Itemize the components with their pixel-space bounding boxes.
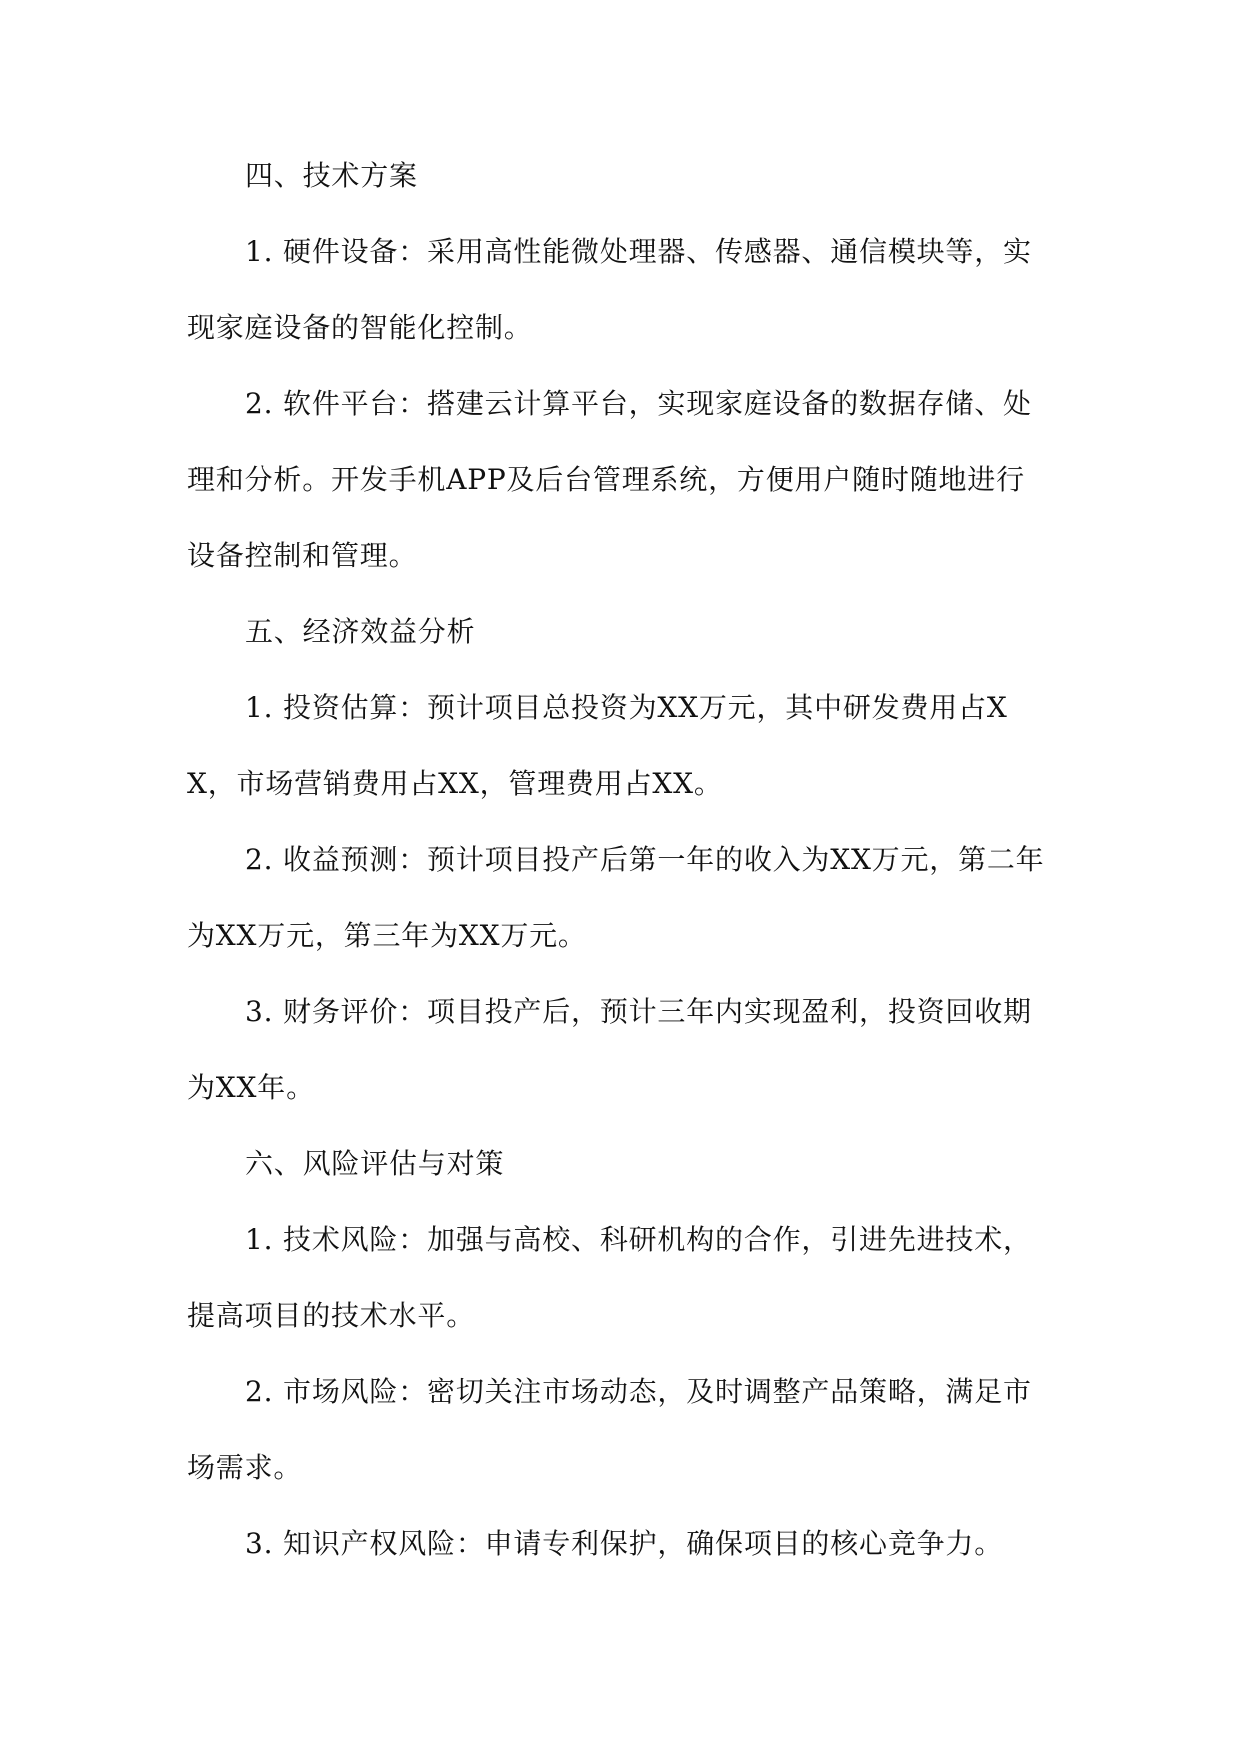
paragraph-ip-risk: 3. 知识产权风险：申请专利保护，确保项目的核心竞争力。	[245, 1527, 1004, 1560]
document-body	[187, 138, 1053, 1582]
section-heading-economic-analysis: 五、经济效益分析	[245, 615, 476, 648]
paragraph-technical-risk: 1. 技术风险：加强与高校、科研机构的合作，引进先进技术，提高项目的技术水平。	[187, 1223, 1032, 1332]
paragraph-financial: 3. 财务评价：项目投产后，预计三年内实现盈利，投资回收期为XX年。	[187, 995, 1032, 1104]
paragraph-investment: 1. 投资估算：预计项目总投资为XX万元，其中研发费用占XX，市场营销费用占XX，管理费用占XX。	[187, 691, 1008, 800]
section-heading-technical-plan: 四、技术方案	[245, 159, 418, 192]
paragraph-market-risk: 2. 市场风险：密切关注市场动态，及时调整产品策略，满足市场需求。	[187, 1375, 1032, 1484]
paragraph-software: 2. 软件平台：搭建云计算平台，实现家庭设备的数据存储、处理和分析。开发手机APP及后台管理系统，方便用户随时随地进行设备控制和管理。	[187, 387, 1032, 572]
section-heading-risk: 六、风险评估与对策	[245, 1147, 505, 1180]
paragraph-hardware: 1. 硬件设备：采用高性能微处理器、传感器、通信模块等，实现家庭设备的智能化控制。	[187, 235, 1032, 344]
paragraph-revenue: 2. 收益预测：预计项目投产后第一年的收入为XX万元，第二年为XX万元，第三年为XX万元。	[187, 843, 1045, 952]
